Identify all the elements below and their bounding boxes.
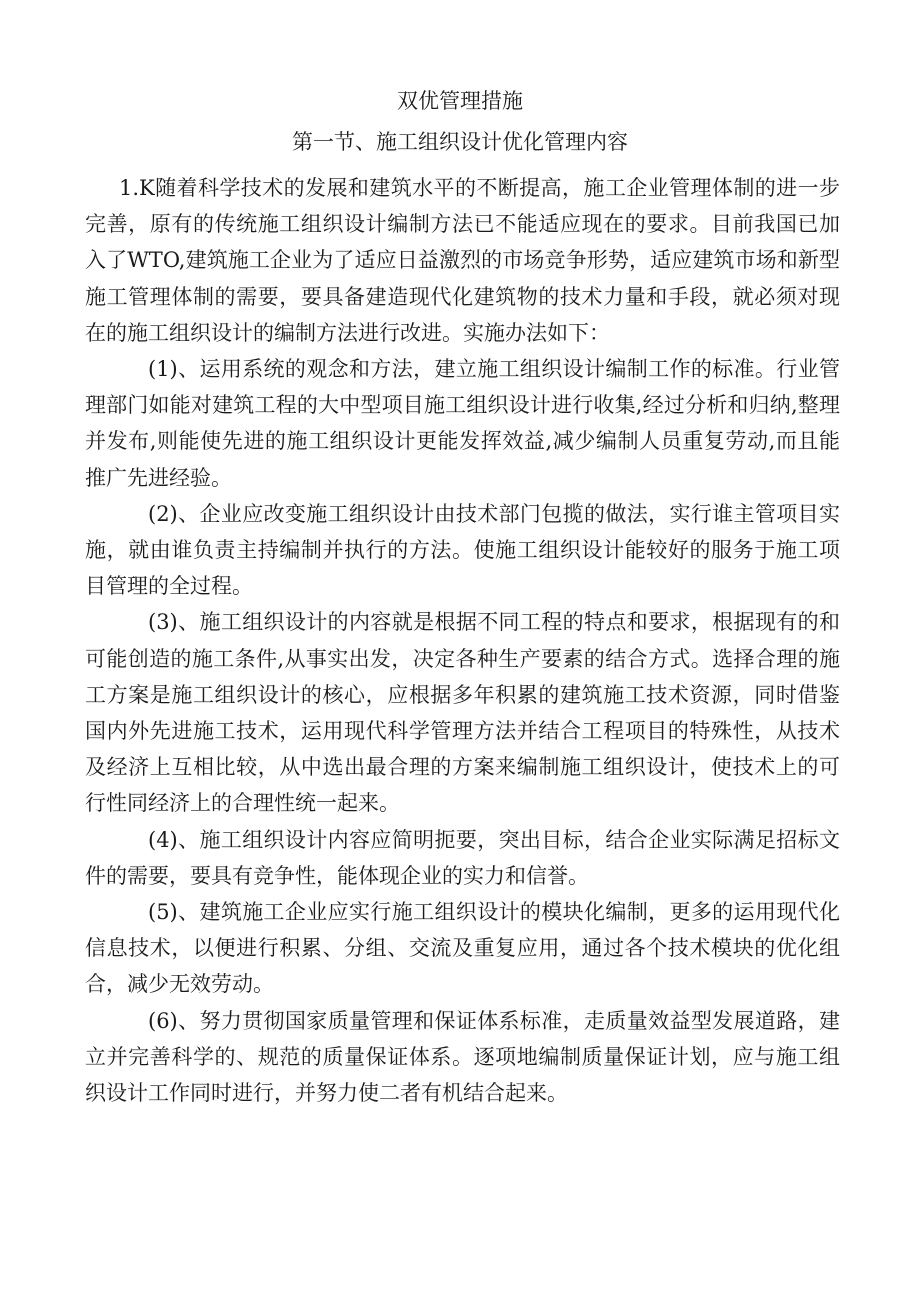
paragraph-item-3: (3)、施工组织设计的内容就是根据不同工程的特点和要求，根据现有的和可能创造的施工条件,从事实出发，决定各种生产要素的结合方式。选择合理的施工方案是施工组织设计的核心，应根据多年积累的建筑施工技术资源，同时借鉴国内外先进施工技术，运用现代科学管理方法并结合工程项目的特殊性，从技术及经济上互相比较，从中选出最合理的方案来编制施工组织设计，使技术上的可行性同经济上的合理性统一起来。 [85, 610, 840, 816]
paragraph-item-5: (5)、建筑施工企业应实行施工组织设计的模块化编制，更多的运用现代化信息技术，以便进行积累、分组、交流及重复应用，通过各个技术模块的优化组合，减少无效劳动。 [85, 900, 840, 997]
paragraph-item-1: (1)、运用系统的观念和方法，建立施工组织设计编制工作的标准。行业管理部门如能对建筑工程的大中型项目施工组织设计进行收集,经过分析和归纳,整理并发布,则能使先进的施工组织设计更能发挥效益,减少编制人员重复劳动,而且能推广先进经验。 [85, 357, 840, 490]
paragraph-item-6: (6)、努力贯彻国家质量管理和保证体系标准，走质量效益型发展道路，建立并完善科学的、规范的质量保证体系。逐项地编制质量保证计划，应与施工组织设计工作同时进行，并努力使二者有机结合起来。 [85, 1008, 840, 1106]
section-title: 第一节、施工组织设计优化管理内容 [292, 130, 628, 154]
document-body [85, 170, 840, 1111]
paragraph-item-2: (2)、企业应改变施工组织设计由技术部门包揽的做法，实行谁主管项目实施，就由谁负责主持编制并执行的方法。使施工组织设计能较好的服务于施工项目管理的全过程。 [85, 501, 840, 599]
document-title: 双优管理措施 [397, 89, 523, 113]
paragraph-intro: 1.K随着科学技术的发展和建筑水平的不断提高，施工企业管理体制的进一步完善，原有的传统施工组织设计编制方法已不能适应现在的要求。目前我国已加入了WTO,建筑施工企业为了适应日益激烈的市场竞争形势，适应建筑市场和新型施工管理体制的需要，要具备建造现代化建筑物的技术力量和手段，就必须对现在的施工组织设计的编制方法进行改进。实施办法如下： [85, 176, 840, 345]
paragraph-item-4: (4)、施工组织设计内容应简明扼要，突出目标，结合企业实际满足招标文件的需要，要具有竞争性，能体现企业的实力和信誉。 [85, 827, 840, 888]
